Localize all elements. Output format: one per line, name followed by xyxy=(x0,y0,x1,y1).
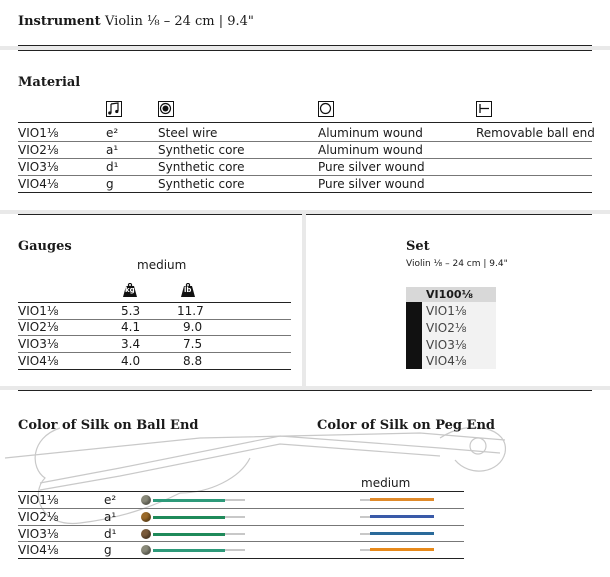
kg-value: 3.4 xyxy=(121,337,141,351)
set-header xyxy=(406,287,496,302)
core-material: Synthetic core xyxy=(158,160,245,174)
row-divider xyxy=(18,141,592,142)
peg-silk-swatch xyxy=(370,548,434,551)
row-divider xyxy=(18,508,464,509)
ball-end-icon xyxy=(141,529,151,539)
string-note: a¹ xyxy=(104,510,117,524)
set-subtitle: Violin ⅛ – 24 cm | 9.4" xyxy=(406,259,508,269)
string-wire xyxy=(225,549,245,551)
row-divider xyxy=(18,335,291,336)
string-name: VIO2⅛ xyxy=(18,143,59,157)
string-name: VIO3⅛ xyxy=(18,160,59,174)
set-item: VIO3⅛ xyxy=(426,338,467,352)
divider xyxy=(306,214,592,215)
set-title: Set xyxy=(406,239,430,254)
table-header-line xyxy=(18,122,592,123)
table-header-line xyxy=(18,491,464,492)
ball-silk-swatch xyxy=(153,549,225,552)
string-wire xyxy=(360,549,370,551)
circle-in-square-icon xyxy=(318,101,334,117)
ball-silk-swatch xyxy=(153,499,225,502)
string-name: VIO1⅛ xyxy=(18,126,59,140)
radio-button-icon xyxy=(158,101,174,117)
peg-silk-swatch xyxy=(370,498,434,501)
silk-card xyxy=(0,390,610,577)
lb-value: 8.8 xyxy=(183,354,203,368)
instrument-value: Violin ⅛ – 24 cm | 9.4" xyxy=(105,14,254,29)
string-wire xyxy=(360,533,370,535)
lb-weight-icon xyxy=(180,282,196,296)
ball-silk-swatch xyxy=(153,516,225,519)
ball-end-icon xyxy=(141,512,151,522)
divider xyxy=(18,45,592,46)
string-wire xyxy=(360,499,370,501)
table-bottom-line xyxy=(18,369,291,370)
tension-label: medium xyxy=(137,258,187,272)
set-card xyxy=(306,214,610,386)
kg-value: 4.1 xyxy=(121,320,141,334)
lb-unit-label: lb xyxy=(184,286,192,294)
ball-silk-swatch xyxy=(153,533,225,536)
string-name: VIO1⅛ xyxy=(18,493,59,507)
set-item: VIO2⅛ xyxy=(426,321,467,335)
row-divider xyxy=(18,319,291,320)
peg-end-title: Color of Silk on Peg End xyxy=(317,418,496,433)
row-divider xyxy=(18,158,592,159)
set-item: VIO1⅛ xyxy=(426,304,467,318)
divider xyxy=(18,390,592,391)
string-name: VIO4⅛ xyxy=(18,543,59,557)
string-note: e² xyxy=(104,493,117,507)
string-wire xyxy=(360,516,370,518)
winding-material: Aluminum wound xyxy=(318,143,423,157)
table-bottom-line xyxy=(18,192,592,193)
row-divider xyxy=(18,525,464,526)
string-name: VIO1⅛ xyxy=(18,304,59,318)
string-name: VIO4⅛ xyxy=(18,177,59,191)
kg-value: 4.0 xyxy=(121,354,141,368)
divider xyxy=(18,50,592,51)
string-name: VIO2⅛ xyxy=(18,510,59,524)
ball-end-title: Color of Silk on Ball End xyxy=(18,418,199,433)
set-color-bar xyxy=(406,302,422,369)
string-note: a¹ xyxy=(106,143,119,157)
lb-value: 9.0 xyxy=(183,320,203,334)
table-bottom-line xyxy=(18,558,464,559)
peg-silk-swatch xyxy=(370,532,434,535)
winding-material: Aluminum wound xyxy=(318,126,423,140)
string-wire xyxy=(225,499,245,501)
extra-feature: Removable ball end xyxy=(476,126,595,140)
kg-weight-icon xyxy=(122,282,138,296)
peg-tension-label: medium xyxy=(361,476,411,490)
string-wire xyxy=(225,533,245,535)
gauges-title: Gauges xyxy=(18,239,72,254)
set-item: VIO4⅛ xyxy=(426,354,467,368)
lb-value: 7.5 xyxy=(183,337,203,351)
winding-material: Pure silver wound xyxy=(318,160,425,174)
table-header-line xyxy=(18,302,291,303)
string-name: VIO2⅛ xyxy=(18,320,59,334)
instrument-label: Instrument xyxy=(18,14,101,29)
kg-value: 5.3 xyxy=(121,304,141,318)
instrument-card xyxy=(0,0,610,46)
string-name: VIO3⅛ xyxy=(18,337,59,351)
string-wire xyxy=(225,516,245,518)
material-title: Material xyxy=(18,75,81,90)
core-material: Steel wire xyxy=(158,126,218,140)
string-note: g xyxy=(106,177,114,191)
gauges-card xyxy=(0,214,302,386)
set-code: VI100⅛ xyxy=(426,288,473,301)
set-table xyxy=(406,287,496,369)
note-icon xyxy=(106,101,122,117)
core-material: Synthetic core xyxy=(158,177,245,191)
row-divider xyxy=(18,352,291,353)
divider xyxy=(18,214,302,215)
string-name: VIO3⅛ xyxy=(18,527,59,541)
kg-unit-label: kg xyxy=(125,286,135,294)
peg-silk-swatch xyxy=(370,515,434,518)
ball-end-icon xyxy=(476,101,492,117)
ball-end-icon xyxy=(141,545,151,555)
row-divider xyxy=(18,541,464,542)
string-note: d¹ xyxy=(106,160,119,174)
string-note: d¹ xyxy=(104,527,117,541)
lb-value: 11.7 xyxy=(177,304,204,318)
string-note: e² xyxy=(106,126,119,140)
core-material: Synthetic core xyxy=(158,143,245,157)
winding-material: Pure silver wound xyxy=(318,177,425,191)
string-note: g xyxy=(104,543,112,557)
string-name: VIO4⅛ xyxy=(18,354,59,368)
material-card xyxy=(0,50,610,210)
ball-end-icon xyxy=(141,495,151,505)
row-divider xyxy=(18,175,592,176)
